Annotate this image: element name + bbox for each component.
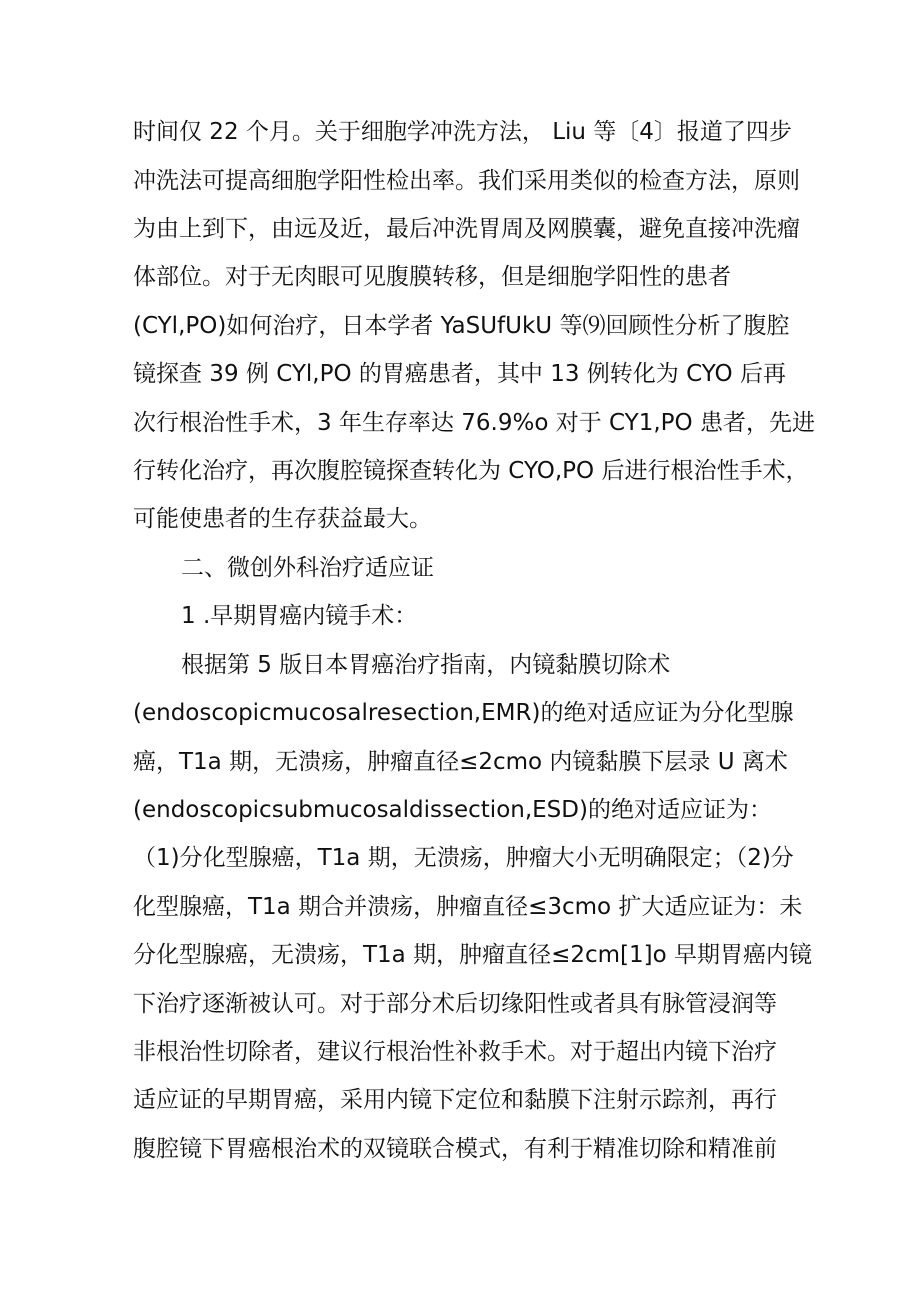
body-text-line: （1)分化型腺癌，T1a 期，无溃疡，肿瘤大小无明确限定；（2)分 <box>133 845 794 871</box>
body-text-line: 行转化治疗，再次腹腔镜探查转化为 CYO,PO 后进行根治性手术， <box>133 458 809 484</box>
body-text-line: 适应证的早期胃癌，采用内镜下定位和黏膜下注射示踪剂，再行 <box>133 1087 777 1113</box>
body-text-line: 非根治性切除者，建议行根治性补救手术。对于超出内镜下治疗 <box>133 1039 777 1065</box>
body-text-line: 根据第 5 版日本胃癌治疗指南，内镜黏膜切除术 <box>181 652 671 678</box>
body-text-line: (endoscopicmucosalresection,EMR)的绝对适应证为分化型腺 <box>133 700 794 726</box>
body-text-line: (endoscopicsubmucosaldissection,ESD)的绝对适应证为： <box>133 797 772 823</box>
subsection-heading: 1 .早期胃癌内镜手术： <box>181 603 418 629</box>
body-text-line: 体部位。对于无肉眼可见腹膜转移，但是细胞学阳性的患者 <box>133 264 731 290</box>
body-text-line: 可能使患者的生存获益最大。 <box>133 506 432 532</box>
section-heading: 二、微创外科治疗适应证 <box>181 555 434 581</box>
body-text-line: 癌，T1a 期，无溃疡，肿瘤直径≤2cmo 内镜黏膜下层录 U 离术 <box>133 749 788 775</box>
body-text-line: 分化型腺癌，无溃疡，T1a 期，肿瘤直径≤2cm[1]o 早期胃癌内镜 <box>133 942 813 968</box>
body-text-line: 时间仅 22 个月。关于细胞学冲洗方法， Liu 等〔4〕报道了四步 <box>133 119 792 145</box>
body-text-line: 化型腺癌，T1a 期合并溃疡，肿瘤直径≤3cmo 扩大适应证为：未 <box>133 894 803 920</box>
body-text-line: 镜探查 39 例 CYl,PO 的胃癌患者，其中 13 例转化为 CYO 后再 <box>133 361 786 387</box>
body-text-line: 腹腔镜下胃癌根治术的双镜联合模式，有利于精准切除和精准前 <box>133 1136 777 1162</box>
body-text-line: 冲洗法可提高细胞学阳性检出率。我们采用类似的检查方法，原则 <box>133 168 800 194</box>
body-text-line: 下治疗逐渐被认可。对于部分术后切缘阳性或者具有脉管浸润等 <box>133 991 777 1017</box>
body-text-line: 为由上到下，由远及近，最后冲洗胃周及网膜囊，避免直接冲洗瘤 <box>133 216 800 242</box>
body-text-line: 次行根治性手术，3 年生存率达 76.9%o 对于 CY1,PO 患者，先进 <box>133 410 815 436</box>
body-text-line: (CYl,PO)如何治疗，日本学者 YaSUfUkU 等⑼回顾性分析了腹腔 <box>133 313 790 339</box>
